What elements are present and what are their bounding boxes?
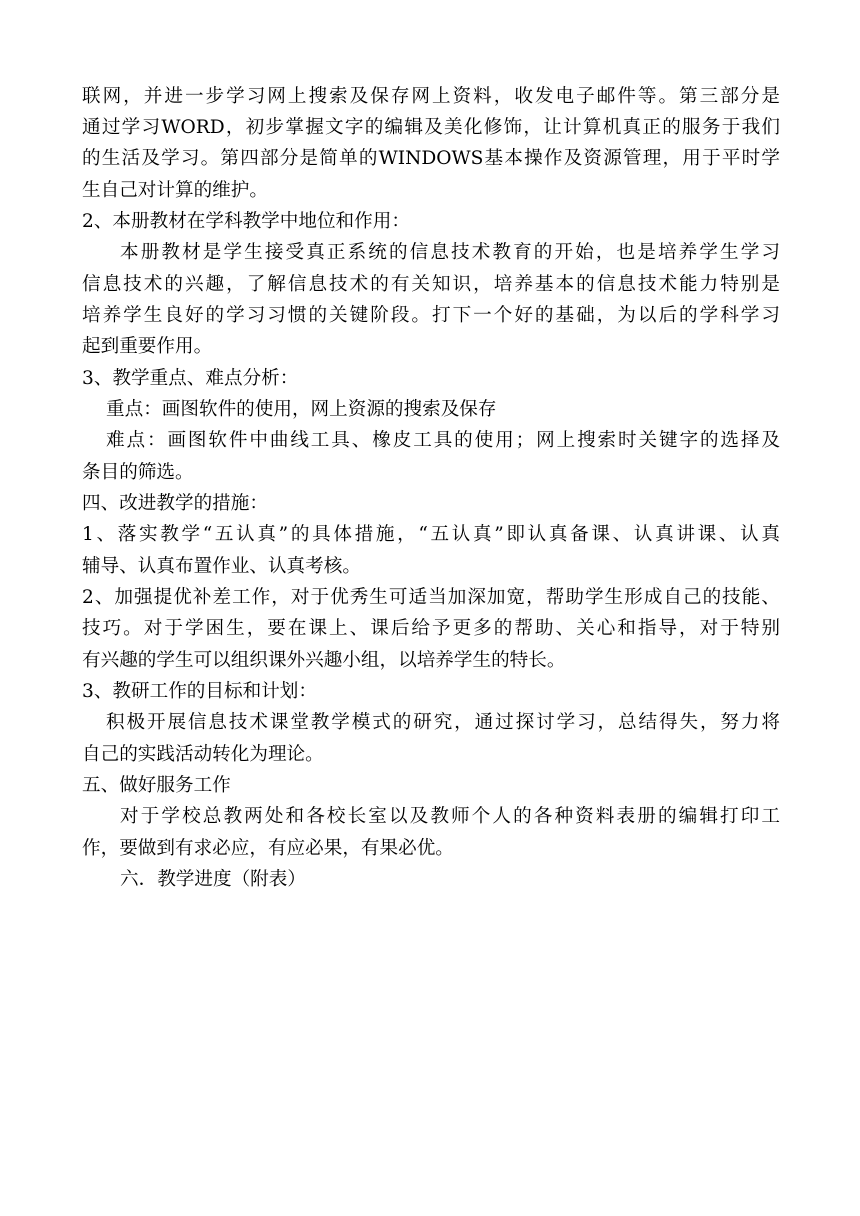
section-heading: 3、教学重点、难点分析： <box>82 368 299 389</box>
section-heading: 3、教研工作的目标和计划： <box>82 681 317 702</box>
text-line: 起到重要作用。 <box>82 336 213 357</box>
text-line: 积极开展信息技术课堂教学模式的研究，通过探讨学习，总结得失，努力将 <box>106 712 780 733</box>
text-line: 本册教材是学生接受真正系统的信息技术教育的开始，也是培养学生学习 <box>120 242 780 263</box>
text-line: 培养学生良好的学习习惯的关键阶段。打下一个好的基础，为以后的学科学习 <box>82 305 780 326</box>
text-line: 生自己对计算的维护。 <box>82 180 268 201</box>
text-line: 1、落实教学“五认真”的具体措施，“五认真”即认真备课、认真讲课、认真 <box>82 524 780 545</box>
text-line: 通过学习WORD，初步掌握文字的编辑及美化修饰，让计算机真正的服务于我们 <box>82 117 780 138</box>
text-line: 对于学校总教两处和各校长室以及教师个人的各种资料表册的编辑打印工 <box>120 806 780 827</box>
text-line: 有兴趣的学生可以组织课外兴趣小组，以培养学生的特长。 <box>82 650 566 671</box>
text-line: 的生活及学习。第四部分是简单的WINDOWS基本操作及资源管理，用于平时学 <box>82 148 780 169</box>
text-line: 自己的实践活动转化为理论。 <box>82 744 324 765</box>
text-line: 2、加强提优补差工作，对于优秀生可适当加深加宽，帮助学生形成自己的技能、 <box>82 587 780 608</box>
text-line: 辅导、认真布置作业、认真考核。 <box>82 556 361 577</box>
text-line: 难点：画图软件中曲线工具、橡皮工具的使用；网上搜索时关键字的选择及 <box>106 430 780 451</box>
section-heading: 六．教学进度（附表） <box>120 869 306 890</box>
text-line: 作，要做到有求必应，有应必果，有果必优。 <box>82 838 454 859</box>
section-heading: 2、本册教材在学科教学中地位和作用： <box>82 211 410 232</box>
section-heading: 五、做好服务工作 <box>82 775 231 796</box>
text-line: 条目的筛选。 <box>82 462 194 483</box>
section-heading: 四、改进教学的措施： <box>82 493 268 514</box>
text-line: 重点：画图软件的使用，网上资源的搜索及保存 <box>106 399 497 420</box>
text-line: 联网，并进一步学习网上搜索及保存网上资料，收发电子邮件等。第三部分是 <box>82 86 780 107</box>
text-line: 技巧。对于学困生，要在课上、课后给予更多的帮助、关心和指导，对于特别 <box>82 618 780 639</box>
text-line: 信息技术的兴趣，了解信息技术的有关知识，培养基本的信息技术能力特别是 <box>82 274 780 295</box>
